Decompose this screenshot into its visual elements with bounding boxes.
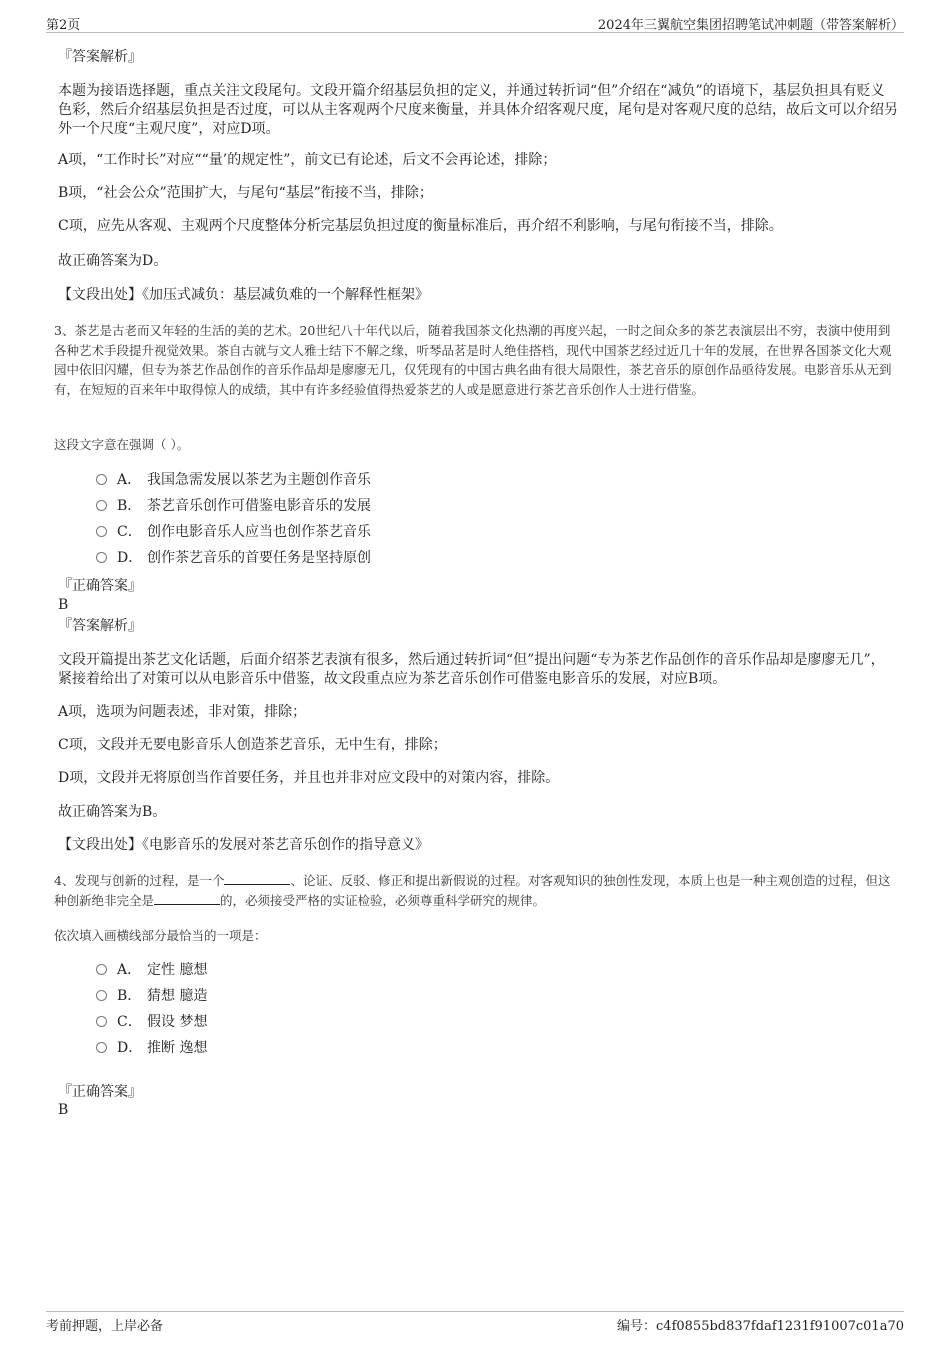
q4-option-a[interactable]: A． 定性 臆想 (96, 960, 207, 980)
q4-option-c[interactable]: C． 假设 梦想 (96, 1012, 207, 1032)
q4-option-d[interactable]: D． 推断 逸想 (96, 1038, 207, 1058)
page-number: 第2页 (46, 18, 81, 33)
radio-icon[interactable] (96, 526, 107, 537)
q3-option-b[interactable]: B． 茶艺音乐创作可借鉴电影音乐的发展 (96, 496, 371, 516)
q3-c-item: C项，文段并无要电影音乐人创造茶艺音乐，无中生有，排除； (58, 737, 447, 753)
radio-icon[interactable] (96, 474, 107, 485)
document-title: 2024年三翼航空集团招聘笔试冲刺题（带答案解析） (597, 18, 904, 33)
q4-option-b[interactable]: B． 猜想 臆造 (96, 986, 207, 1006)
q3-option-a[interactable]: A． 我国急需发展以茶艺为主题创作音乐 (96, 470, 371, 490)
q4-stem: 4、发现与创新的过程，是一个 、论证、反驳、修正和提出新假说的过程。对客观知识的独创性发现，本质上也是一种主观创造的过程，但这种创新绝非完全是 的，必须接受严格的实证检验，必须尊重科学研究的规律。 (54, 873, 891, 908)
radio-icon[interactable] (96, 990, 107, 1001)
q4-answer: B (58, 1102, 69, 1118)
q2-analysis-label: 『答案解析』 (58, 49, 142, 65)
radio-icon[interactable] (96, 1016, 107, 1027)
document-id: 编号：c4f0855bd837fdaf1231f91007c01a70 (617, 1319, 904, 1334)
q2-conclusion: 故正确答案为D。 (58, 253, 168, 269)
q3-d-item: D项，文段并无将原创当作首要任务，并且也并非对应文段中的对策内容，排除。 (58, 770, 560, 786)
page-header (46, 12, 904, 33)
q3-answer-label: 『正确答案』 (58, 578, 142, 594)
q3-analysis: 文段开篇提出茶艺文化话题，后面介绍茶艺表演有很多，然后通过转折词“但”提出问题“专为茶艺作品创作的音乐作品却是廖廖无几”，紧接着给出了对策可以从电影音乐中借鉴，故文段重点应为茶艺音乐创作可借鉴电影音乐的发展，对应B项。 (58, 652, 885, 687)
q2-b-item: B项，“社会公众”范围扩大，与尾句“基层”衔接不当，排除； (58, 185, 433, 201)
q3-option-d[interactable]: D． 创作茶艺音乐的首要任务是坚持原创 (96, 548, 371, 568)
q3-conclusion: 故正确答案为B。 (58, 804, 167, 820)
q4-question: 依次填入画横线部分最恰当的一项是： (54, 928, 267, 943)
fill-blank-1 (224, 872, 290, 885)
q3-question: 这段文字意在强调（ ）。 (54, 437, 190, 452)
q3-answer: B (58, 597, 69, 613)
radio-icon[interactable] (96, 964, 107, 975)
q3-stem: 3、茶艺是古老而又年轻的生活的美的艺术。20世纪八十年代以后，随着我国茶文化热潮的再度兴起，一时之间众多的茶艺表演层出不穷，表演中使用到各种艺术手段提升视觉效果。茶自古就与文人雅士结下不解之缘，听琴品茗是时人绝佳搭档，现代中国茶艺经过近几十年的发展，在世界各国茶文化大观园中依旧闪耀，但专为茶艺作品创作的音乐作品却是廖廖无几，仅凭现有的中国古典名曲有很大局限性，茶艺音乐的原创作品亟待发展。电影音乐从无到有，在短短的百来年中取得惊人的成绩，其中有许多经验值得热爱茶艺的人或是愿意进行茶艺音乐创作人士进行借鉴。 (54, 323, 892, 397)
q3-a-item: A项，选项为问题表述，非对策，排除； (58, 704, 307, 720)
q3-source: 【文段出处】《电影音乐的发展对茶艺音乐创作的指导意义》 (58, 837, 429, 853)
q3-option-c[interactable]: C． 创作电影音乐人应当也创作茶艺音乐 (96, 522, 371, 542)
q2-analysis: 本题为接语选择题，重点关注文段尾句。文段开篇介绍基层负担的定义，并通过转折词“但”介绍在“减负”的语境下，基层负担具有贬义色彩，然后介绍基层负担是否过度，可以从主客观两个尺度来衡量，并具体介绍客观尺度，尾句是对客观尺度的总结，故后文可以介绍另外一个尺度“主观尺度”，对应D项。 (58, 83, 898, 137)
q2-a-item: A项，“工作时长”对应““量’的规定性”，前文已有论述，后文不会再论述，排除； (58, 152, 557, 168)
radio-icon[interactable] (96, 500, 107, 511)
page-footer (46, 1311, 904, 1334)
radio-icon[interactable] (96, 1042, 107, 1053)
footer-slogan: 考前押题，上岸必备 (46, 1319, 164, 1334)
q4-answer-label: 『正确答案』 (58, 1084, 142, 1100)
q2-source: 【文段出处】《加压式减负：基层减负难的一个解释性框架》 (58, 287, 429, 303)
fill-blank-2 (154, 892, 220, 905)
radio-icon[interactable] (96, 552, 107, 563)
q3-analysis-label: 『答案解析』 (58, 618, 142, 634)
q2-c-item: C项，应先从客观、主观两个尺度整体分析完基层负担过度的衡量标准后，再介绍不利影响，与尾句衔接不当，排除。 (58, 218, 783, 234)
